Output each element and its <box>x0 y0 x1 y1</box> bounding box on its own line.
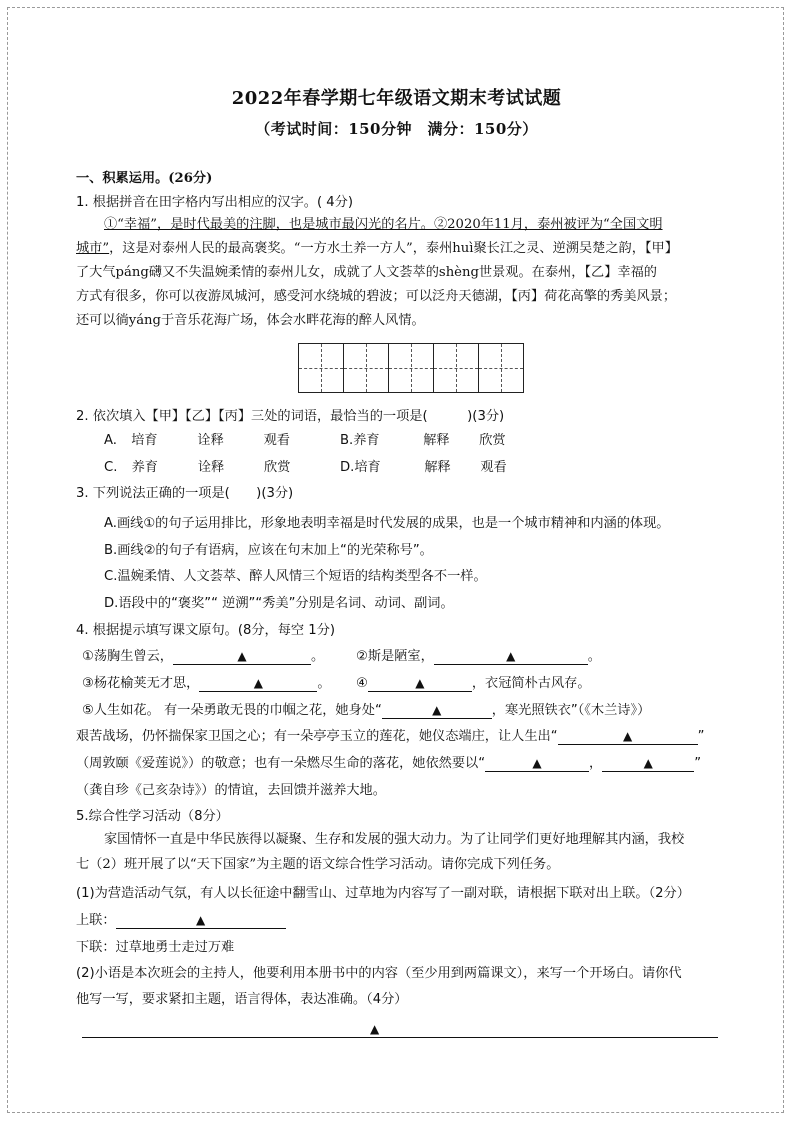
q3-option-c[interactable]: C.温婉柔情、人文荟萃、醉人风情三个短语的结构类型各不一样。 <box>104 569 487 584</box>
q4-text: ①荡胸生曾云， <box>82 649 173 664</box>
q1-passage-line-2 <box>76 239 678 259</box>
option-word: 解释 <box>423 433 450 448</box>
grid-cell[interactable] <box>343 343 389 393</box>
option-word: 观看 <box>480 460 507 475</box>
answer-blank[interactable] <box>368 675 472 692</box>
option-word: 解释 <box>424 460 451 475</box>
q5-task-2a: (2)小语是本次班会的主持人，他要利用本册书中的内容（至少用到两篇课文），来写一个开场白。请你代 <box>76 966 682 981</box>
option-letter: D. <box>340 460 355 475</box>
answer-line[interactable] <box>82 1037 718 1038</box>
q4-text: 艰苦战场，仍怀揣保家卫国之心；有一朵亭亭玉立的莲花，她仪态端庄，让人生出“ <box>76 729 558 744</box>
q4-text: 。 <box>310 649 325 664</box>
option-word: 诠释 <box>197 433 224 448</box>
answer-blank[interactable] <box>173 648 311 665</box>
q4-line-1b <box>356 647 601 667</box>
exam-subtitle: （考试时间：150分钟 满分：150分） <box>255 120 538 138</box>
q1-prompt: 1. 根据拼音在田字格内写出相应的汉字。( 4分) <box>76 195 354 210</box>
triangle-mark: ▲ <box>253 676 263 690</box>
q4-prompt: 4. 根据提示填写课文原句。(8分，每空 1分) <box>76 623 336 638</box>
option-word: 培育 <box>131 433 158 448</box>
q3-prompt: 3. 下列说法正确的一项是( )(3分) <box>76 486 294 501</box>
grid-cell[interactable] <box>433 343 479 393</box>
answer-blank[interactable] <box>116 912 286 929</box>
section-heading: 一、积累运用。(26分) <box>76 171 213 186</box>
triangle-mark: ▲ <box>643 756 653 770</box>
q4-text: ” <box>694 756 702 771</box>
option-word: 诠释 <box>197 460 225 475</box>
triangle-mark: ▲ <box>622 729 633 743</box>
grid-cell[interactable] <box>388 343 434 393</box>
q4-text: ，衣冠简朴古风存。 <box>471 676 591 691</box>
option-word: 欣赏 <box>479 433 506 448</box>
answer-blank[interactable] <box>485 755 589 772</box>
q1-passage-line-5: 还可以徜yáng于音乐花海广场，体会水畔花海的醉人风情。 <box>76 313 425 328</box>
q4-text: ⑤人生如花。 有一朵勇敢无畏的巾帼之花，她身处“ <box>82 703 382 718</box>
q2-option-d[interactable] <box>340 458 507 478</box>
q2-option-b[interactable] <box>340 431 506 451</box>
q3-option-a[interactable]: A.画线①的句子运用排比，形象地表明幸福是时代发展的成果，也是一个城市精神和内涵的体现。 <box>104 516 670 531</box>
option-letter: A. <box>104 433 117 448</box>
q4-text: ” <box>697 729 705 744</box>
exam-title: 2022年春学期七年级语文期末考试试题 <box>231 88 562 109</box>
option-letter: B. <box>340 433 354 448</box>
q2-option-a[interactable] <box>104 431 290 451</box>
answer-blank[interactable] <box>558 728 698 745</box>
triangle-mark: ▲ <box>415 676 425 690</box>
q3-option-b[interactable]: B.画线②的句子有语病，应该在句末加上“的光荣称号”。 <box>104 543 433 558</box>
q2-option-c[interactable] <box>104 458 290 478</box>
q2-prompt: 2. 依次填入【甲】【乙】【丙】三处的词语，最恰当的一项是( )(3分) <box>76 409 505 424</box>
q4-line-1 <box>82 647 324 667</box>
option-word: 养育 <box>131 460 158 475</box>
q5-task-1: (1)为营造活动气氛，有人以长征途中翻雪山、过草地为内容写了一副对联，请根据下联对出上联。（2分） <box>76 886 690 901</box>
grid-cell[interactable] <box>298 343 344 393</box>
q1-passage-line-4: 方式有很多，你可以夜游凤城河，感受河水绕城的碧波；可以泛舟天德湖，【丙】荷花高擎的秀美风景； <box>76 289 677 304</box>
answer-blank[interactable] <box>382 702 492 719</box>
q4-line-2 <box>82 674 331 694</box>
option-word: 培育 <box>354 460 381 475</box>
q1-passage-line-3: 了大气páng礴又不失温婉柔情的泰州儿女，成就了人文荟萃的shèng世景观。在泰州，【乙】幸福的 <box>76 265 657 280</box>
q3-option-d[interactable]: D.语段中的“褒奖”“ 逆溯”“秀美”分别是名词、动词、副词。 <box>104 596 454 611</box>
q5-prompt: 5.综合性学习活动（8分） <box>76 809 229 824</box>
q5-intro-2: 七（2）班开展了以“天下国家”为主题的语文综合性学习活动。请你完成下列任务。 <box>76 857 560 872</box>
q1-passage-text-1: ①“幸福”，是时代最美的注脚，也是城市最闪光的名片。②2020年11月，泰州被评为“全国文明 <box>104 217 663 232</box>
option-word: 欣赏 <box>264 460 291 475</box>
q1-passage-text-2: ，这是对泰州人民的最高褒奖。“一方水土养一方人”，泰州huì聚长江之灵、逆溯吴楚之韵，【甲】 <box>109 241 678 256</box>
answer-blank[interactable] <box>434 648 588 665</box>
upper-couplet-label: 上联： <box>76 913 116 928</box>
triangle-mark: ▲ <box>532 756 542 770</box>
q5-upper-couplet <box>76 911 286 931</box>
q1-passage-line-1 <box>104 215 663 235</box>
q4-line-3 <box>82 701 650 721</box>
triangle-mark: ▲ <box>370 1022 380 1036</box>
q4-text: ③杨花榆荚无才思， <box>82 676 200 691</box>
answer-blank[interactable] <box>199 675 317 692</box>
q1-passage-underline-2: 城市” <box>76 241 110 256</box>
triangle-mark: ▲ <box>195 913 206 927</box>
q4-text: （周敦颐《爱莲说》）的敬意；也有一朵燃尽生命的落花，她依然要以“ <box>76 756 486 771</box>
q4-text: 。 <box>317 676 331 691</box>
q5-intro-1: 家国情怀一直是中华民族得以凝聚、生存和发展的强大动力。为了让同学们更好地理解其内涵，我校 <box>104 832 685 847</box>
option-letter: C. <box>104 460 118 475</box>
q4-line-5 <box>76 754 701 774</box>
triangle-mark: ▲ <box>237 649 247 663</box>
q4-text: ④ <box>356 676 368 691</box>
grid-cell[interactable] <box>478 343 524 393</box>
q4-line-6: （龚自珍《己亥杂诗》）的情谊，去回馈并滋养大地。 <box>76 783 386 798</box>
option-word: 观看 <box>263 433 290 448</box>
q4-text: ， <box>589 756 603 771</box>
triangle-mark: ▲ <box>506 649 516 663</box>
q4-line-4 <box>76 727 704 747</box>
q4-text: ②斯是陋室， <box>356 649 434 664</box>
q4-text: 。 <box>587 649 601 664</box>
q4-line-2b <box>356 674 591 694</box>
option-word: 养育 <box>353 433 380 448</box>
q5-task-2b: 他写一写，要求紧扣主题，语言得体，表达准确。（4分） <box>76 992 408 1007</box>
q4-text: ，寒光照铁衣”（《木兰诗》） <box>491 703 651 718</box>
answer-blank[interactable] <box>602 755 694 772</box>
q5-lower-couplet: 下联：过草地勇士走过万难 <box>76 940 235 955</box>
triangle-mark: ▲ <box>432 703 442 717</box>
